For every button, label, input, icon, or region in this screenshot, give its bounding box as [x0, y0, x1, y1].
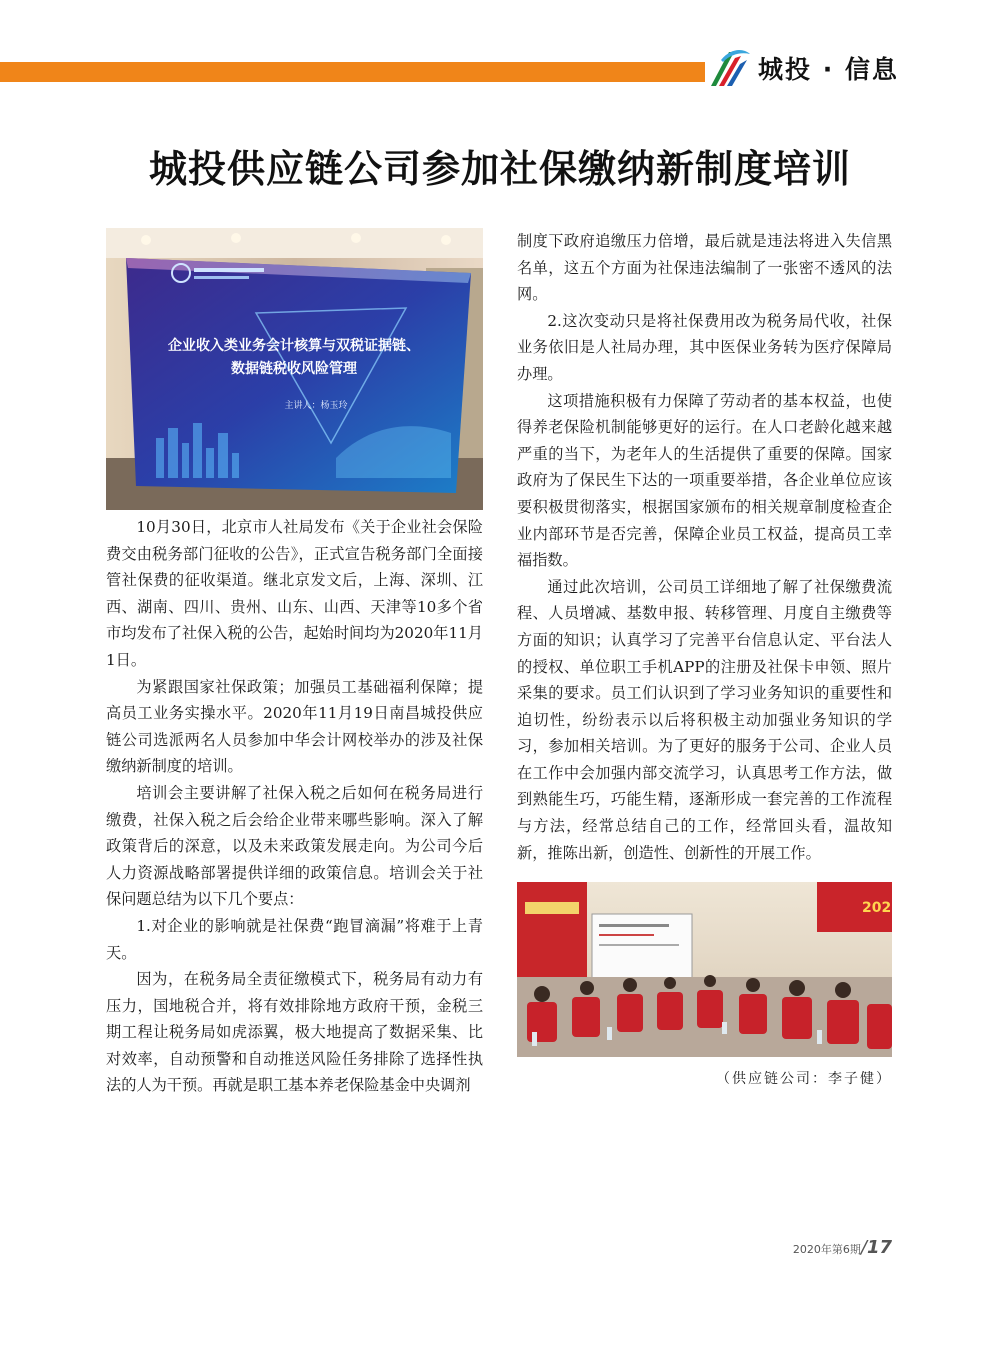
- paragraph-continuation: 制度下政府追缴压力倍增，最后就是违法将进入失信黑名单，这五个方面为社保违法编制了一张密不透风的法网。: [517, 232, 892, 304]
- issue-label: 2020年第6期: [792, 1243, 861, 1256]
- page-number-value: 17: [866, 1237, 892, 1258]
- paragraph: 2.这次变动只是将社保费用改为税务局代收，社保业务依旧是人社局办理，其中医保业务转为医疗保障局办理。: [517, 311, 892, 383]
- room-banner-text: 202: [862, 900, 892, 916]
- paragraph: 10月30日，北京市人社局发布《关于企业社会保险费交由税务部门征收的公告》，正式宣告税务部门全面接管社保费的征收渠道。继北京发文后，上海、深圳、江西、湖南、四川、贵州、山东、山西、天津等10多个省市均发布了社保入税的公告，起始时间均为2020年11月1日。: [106, 518, 483, 669]
- cheng-tou-stripe-logo-icon: [707, 46, 751, 90]
- article-credit: （供应链公司：李子健）: [716, 1071, 892, 1087]
- paragraph: 1.对企业的影响就是社保费“跑冒滴漏”将难于上青天。: [106, 916, 483, 962]
- slide-title-line1: 企业收入类业务会计核算与双税证据链、: [168, 338, 420, 354]
- training-slide-photo: [106, 228, 483, 510]
- article-title: 城投供应链公司参加社保缴纳新制度培训: [148, 147, 851, 191]
- header-accent-bar: [0, 62, 705, 82]
- paragraph: 培训会主要讲解了社保入税之后如何在税务局进行缴费，社保入税之后会给企业带来哪些影响。深入了解政策背后的深意，以及未来政策发展走向。为公司今后人力资源战略部署提供详细的政策信息。培训会关于社保问题总结为以下几个要点：: [106, 783, 483, 909]
- article-column-left: [106, 514, 483, 1099]
- slide-speaker: 主讲人：杨玉玲: [284, 401, 348, 411]
- issue-slash: /: [860, 1237, 867, 1258]
- paragraph: 因为，在税务局全责征缴模式下，税务局有动力有压力，国地税合并，将有效排除地方政府干预，金税三期工程让税务局如虎添翼，极大地提高了数据采集、比对效率，自动预警和自动推送风险任务排除了选择性执法的人为干预。再就是职工基本养老保险基金中央调剂: [106, 970, 483, 1095]
- section-title: 城投 · 信息: [758, 55, 899, 84]
- paragraph: 为紧跟国家社保政策；加强员工基础福利保障；提高员工业务实操水平。2020年11月19日南昌城投供应链公司选派两名人员参加中华会计网校举办的涉及社保缴纳新制度的培训。: [106, 677, 483, 776]
- paragraph: 通过此次培训，公司员工详细地了解了社保缴费流程、人员增减、基数申报、转移管理、月度自主缴费等方面的知识；认真学习了完善平台信息认定、平台法人的授权、单位职工手机APP的注册及社保卡申领、照片采集的要求。员工们认识到了学习业务知识的重要性和迫切性，纷纷表示以后将积极主动加强业务知识的学习，参加相关培训。为了更好的服务于公司、企业人员在工作中会加强内部交流学习，认真思考工作方法，做到熟能生巧，巧能生精，逐渐形成一套完善的工作流程与方法，经常总结自己的工作，经常回头看，温故知新，推陈出新，创造性、创新性的开展工作。: [517, 577, 892, 862]
- page-number: [793, 1237, 892, 1258]
- paragraph: 这项措施积极有力保障了劳动者的基本权益，也使得养老保险机制能够更好的运行。在人口老龄化越来越严重的当下，为老年人的生活提供了重要的保障。国家政府为了保民生下达的一项重要举措，各企业单位应该要积极贯彻落实，根据国家颁布的相关规章制度检查企业内部环节是否完善，保障企业员工权益，提高员工幸福指数。: [517, 391, 892, 570]
- slide-title-line2: 数据链税收风险管理: [231, 361, 357, 377]
- article-column-right: [517, 228, 892, 866]
- training-room-photo: [517, 882, 892, 1057]
